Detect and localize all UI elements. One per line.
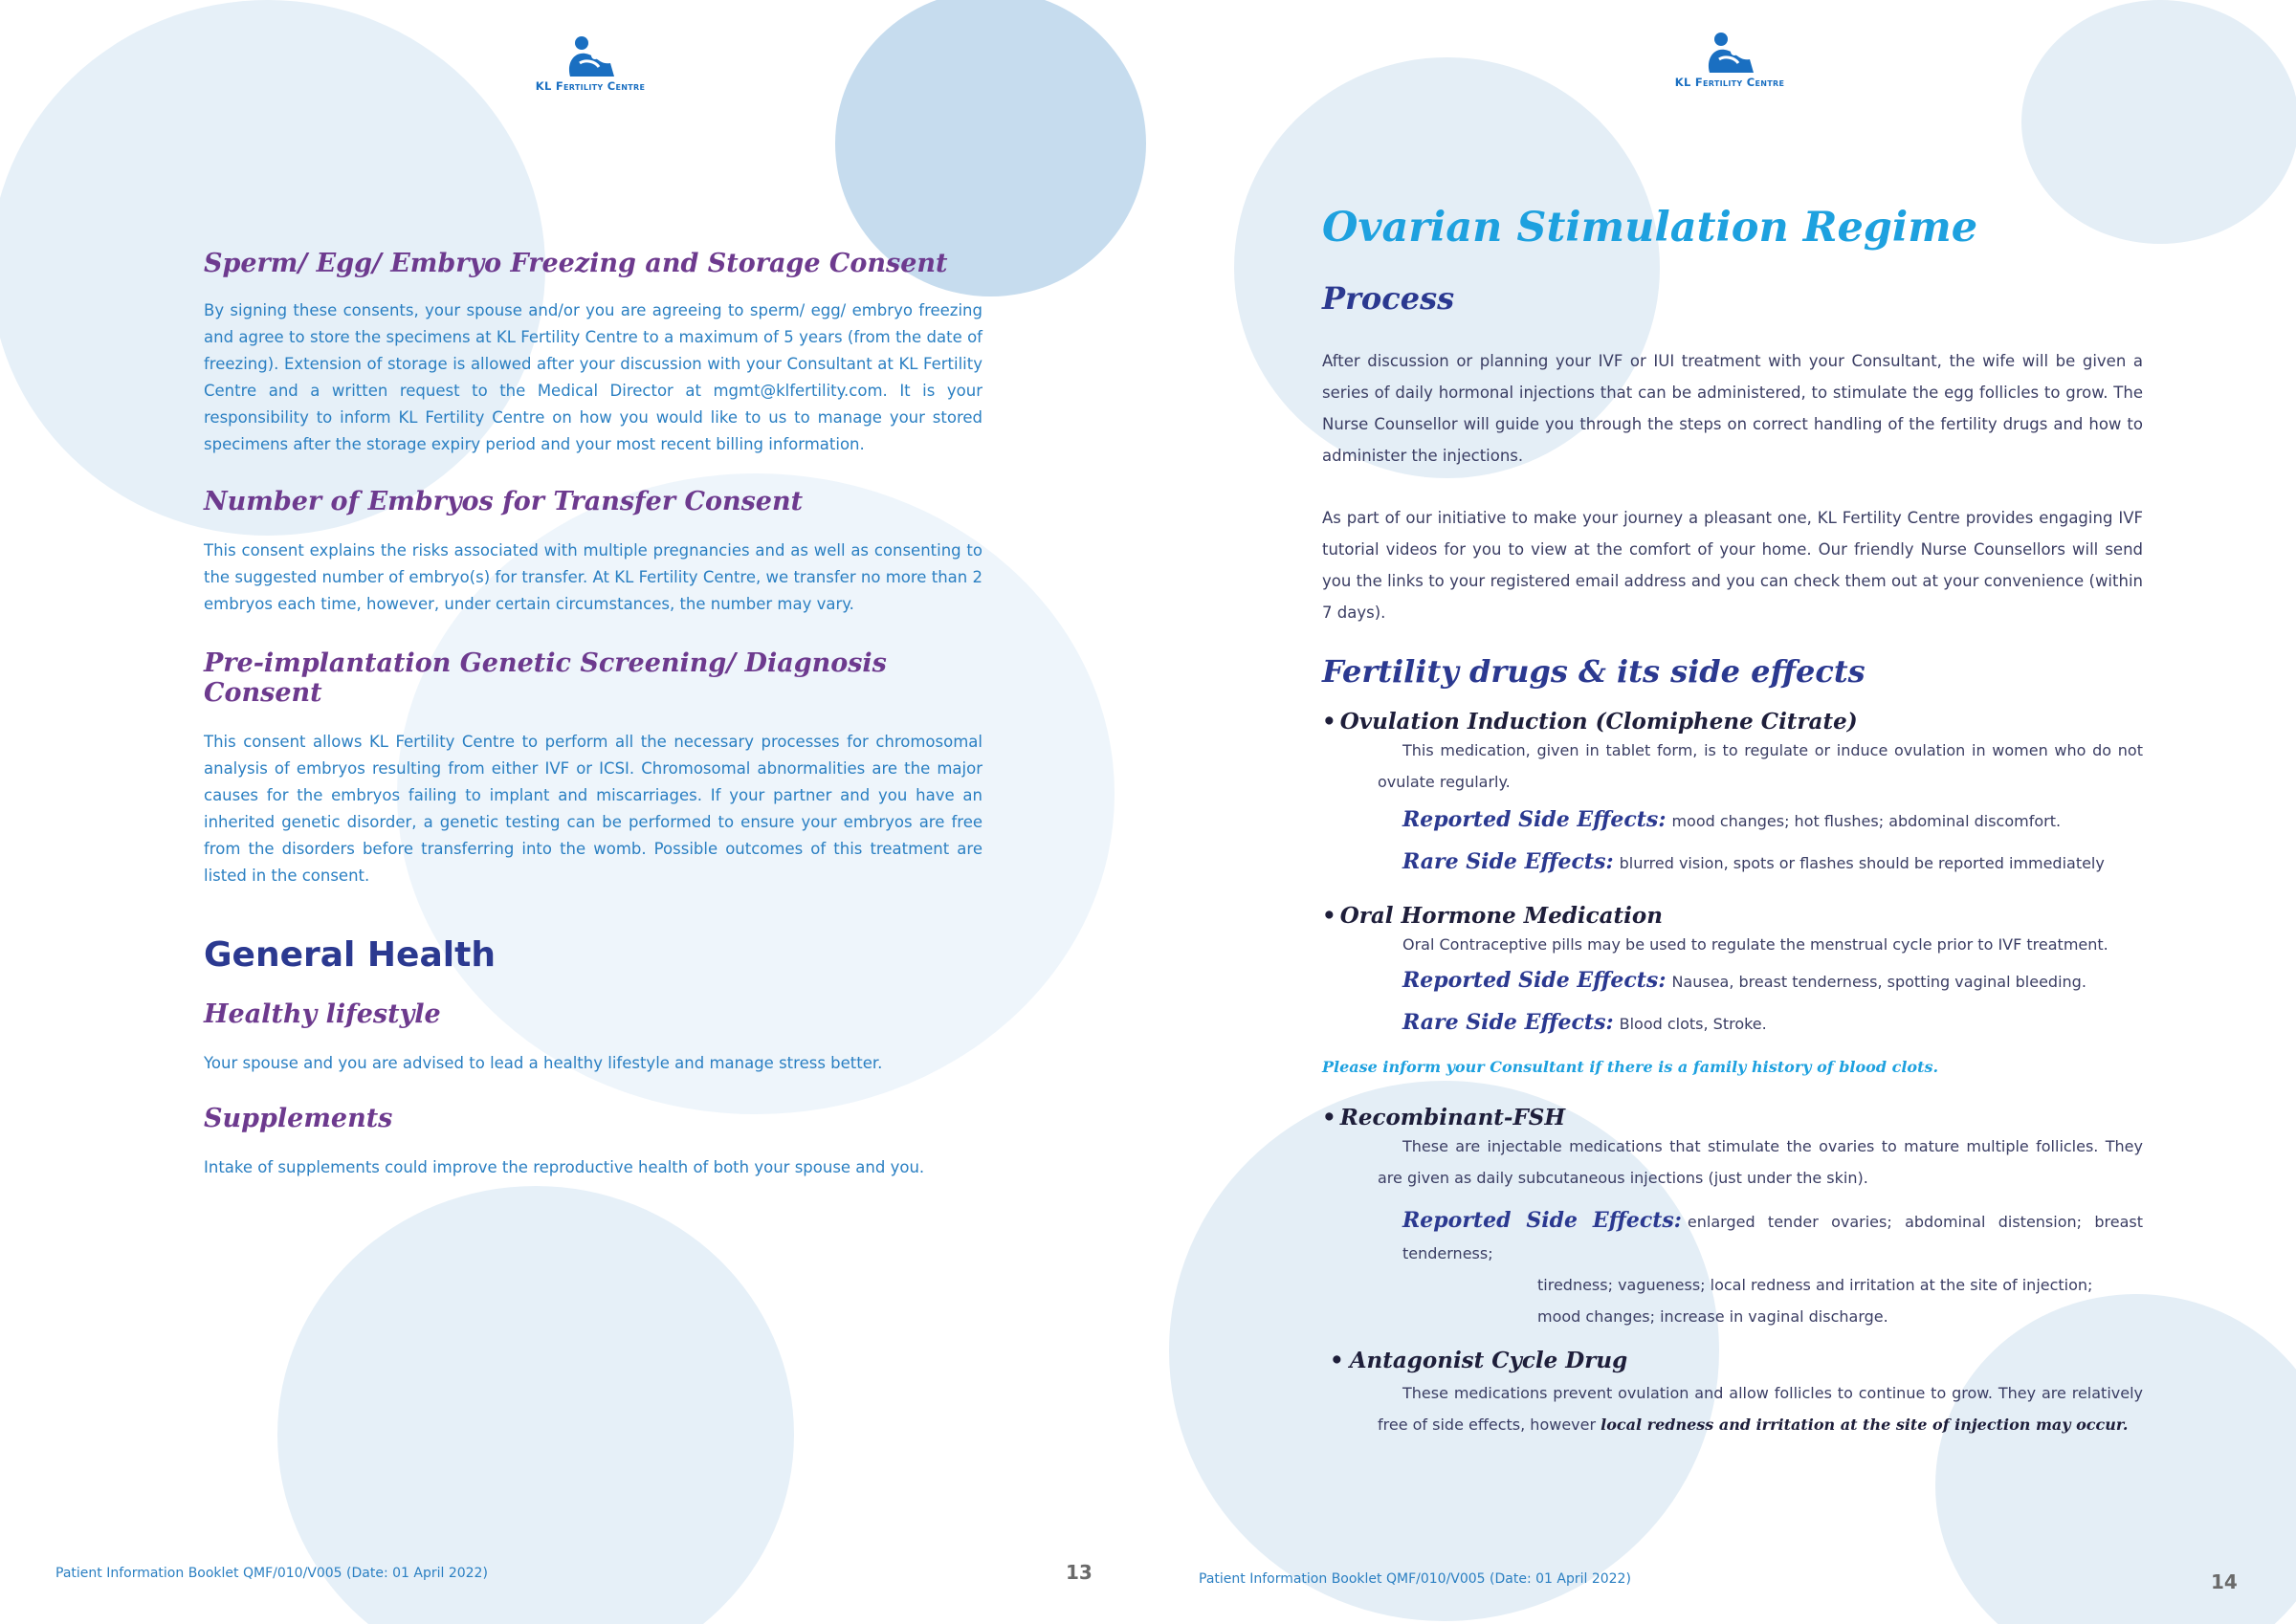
drug-description: This medication, given in tablet form, is to regulate or induce ovulation in women who do not ovulate regularly. — [1378, 741, 2143, 791]
drug-description — [1378, 1377, 2143, 1440]
bullet-icon: • — [1322, 709, 1336, 735]
clinic-logo-text: KL Fertility Centre — [535, 79, 646, 93]
section-body: By signing these consents, your spouse and/or you are agreeing to sperm/ egg/ embryo freezing and agree to store the specimens at KL Fertility Centre to a maximum of 5 years (from the date of freezing). Extension of storage is allowed after your discussion with your Consultant at KL Fertility Centre and a written request to the Medical Director at mgmt@klfertility.com. It is your responsibility to inform KL Fertility Centre on how you would like to us to manage your stored specimens after the storage expiry period and your most recent billing information. — [204, 301, 982, 453]
page-title: Ovarian Stimulation Regime — [1322, 204, 1978, 252]
drug-item — [1322, 1105, 2143, 1332]
rare-side-effects — [1402, 842, 2143, 884]
drug-title-row — [1330, 1348, 2143, 1373]
drug-title-row — [1322, 709, 2143, 735]
drug-name: Antagonist Cycle Drug — [1349, 1348, 1628, 1373]
footer-doc-ref: Patient Information Booklet QMF/010/V005 (Date: 01 April 2022) — [55, 1566, 488, 1581]
drug-title-row — [1322, 1105, 2143, 1130]
supplements-body: Intake of supplements could improve the reproductive health of both your spouse and you. — [204, 1158, 925, 1176]
left-content — [204, 249, 982, 1181]
side-effects-label: Reported Side Effects: — [1402, 1208, 1682, 1233]
drug-name: Oral Hormone Medication — [1339, 903, 1663, 929]
clinic-logo-text: KL Fertility Centre — [1674, 76, 1785, 89]
drug-description-emphasis: local redness and irritation at the site of injection may occur. — [1601, 1416, 2129, 1434]
clinic-logo-icon — [563, 34, 618, 78]
side-effects-text: enlarged tender ovaries; abdominal distension; breast tenderness; — [1402, 1213, 2143, 1262]
drug-title-row — [1322, 903, 2143, 929]
page-number: 14 — [2211, 1570, 2238, 1593]
reported-side-effects-cont: mood changes; increase in vaginal discharge. — [1537, 1307, 1888, 1326]
general-health-title: General Health — [204, 935, 496, 975]
side-effects-text: blurred vision, spots or flashes should be reported immediately — [1619, 854, 2105, 872]
drug-name: Ovulation Induction (Clomiphene Citrate) — [1339, 709, 1858, 735]
right-page — [1148, 0, 2296, 1624]
section-body: This consent explains the risks associated with multiple pregnancies and as well as consenting to the suggested number of embryo(s) for transfer. At KL Fertility Centre, we transfer no more than 2 embryos each time, however, under certain circumstances, the number may vary. — [204, 541, 982, 613]
drug-name: Recombinant-FSH — [1339, 1105, 1566, 1130]
rare-side-effects — [1402, 1002, 2143, 1044]
bg-bubble — [277, 1186, 794, 1624]
process-heading: Process — [1322, 280, 1455, 317]
process-paragraph-1: After discussion or planning your IVF or IUI treatment with your Consultant, the wife will be given a series of daily hormonal injections that can be administered, to stimulate the egg follicles to grow. The Nurse Counsellor will guide you through the steps on correct handling of the fertility drugs and how to administer the injections. — [1322, 352, 2143, 465]
page-number: 13 — [1066, 1561, 1093, 1584]
right-content — [1322, 204, 2143, 1440]
clinic-logo-icon — [1702, 31, 1757, 75]
section-heading: Number of Embryos for Transfer Consent — [204, 487, 804, 516]
bullet-icon: • — [1330, 1348, 1344, 1373]
reported-side-effects-cont: tiredness; vagueness; local redness and irritation at the site of injection; — [1537, 1276, 2093, 1294]
section-heading: Pre-implantation Genetic Screening/ Diagnosis Consent — [204, 648, 887, 708]
clinic-logo — [523, 34, 657, 93]
side-effects-text: Nausea, breast tenderness, spotting vaginal bleeding. — [1671, 973, 2086, 991]
drug-item — [1322, 709, 2143, 884]
section-heading: Sperm/ Egg/ Embryo Freezing and Storage Consent — [204, 249, 948, 278]
side-effects-label: Rare Side Effects: — [1402, 1010, 1614, 1035]
side-effects-text: Blood clots, Stroke. — [1619, 1015, 1767, 1033]
supplements-heading: Supplements — [204, 1104, 393, 1133]
bullet-icon: • — [1322, 903, 1336, 929]
drugs-heading: Fertility drugs & its side effects — [1322, 653, 1866, 690]
side-effects-label: Rare Side Effects: — [1402, 849, 1614, 874]
footer-doc-ref: Patient Information Booklet QMF/010/V005 (Date: 01 April 2022) — [1199, 1571, 1631, 1587]
section-body: This consent allows KL Fertility Centre to perform all the necessary processes for chromosomal analysis of embryos resulting from either IVF or ICSI. Chromosomal abnormalities are the major causes for the embryos failing to implant and miscarriages. If your partner and you have an inherited genetic disorder, a genetic testing can be performed to ensure your embryos are free from the disorders before transferring into the womb. Possible outcomes of this treatment are listed in the consent. — [204, 733, 982, 885]
drug-description: These are injectable medications that stimulate the ovaries to mature multiple follicles. They are given as daily subcutaneous injections (just under the skin). — [1378, 1137, 2143, 1187]
healthy-lifestyle-heading: Healthy lifestyle — [204, 999, 441, 1029]
reported-side-effects — [1402, 1205, 2143, 1269]
drug-item — [1322, 903, 2143, 1044]
blood-clot-note: Please inform your Consultant if there is a family history of blood clots. — [1322, 1058, 1939, 1076]
drug-item — [1322, 1348, 2143, 1440]
bullet-icon: • — [1322, 1105, 1336, 1130]
clinic-logo — [1663, 31, 1797, 89]
reported-side-effects — [1402, 800, 2143, 842]
process-paragraph-2: As part of our initiative to make your journey a pleasant one, KL Fertility Centre provides engaging IVF tutorial videos for you to view at the comfort of your home. Our friendly Nurse Counsellors will send you the links to your registered email address and you can check them out at your convenience (within 7 days). — [1322, 509, 2143, 622]
drug-description-text: These medications prevent ovulation and allow follicles to continue to grow. They are relatively free of side effects, however — [1378, 1384, 2143, 1434]
side-effects-label: Reported Side Effects: — [1402, 968, 1667, 993]
reported-side-effects — [1402, 960, 2143, 1002]
drug-description: Oral Contraceptive pills may be used to regulate the menstrual cycle prior to IVF treatment. — [1402, 935, 2108, 954]
side-effects-label: Reported Side Effects: — [1402, 807, 1667, 832]
healthy-lifestyle-body: Your spouse and you are advised to lead a healthy lifestyle and manage stress better. — [204, 1054, 883, 1072]
side-effects-text: mood changes; hot flushes; abdominal discomfort. — [1671, 812, 2062, 830]
